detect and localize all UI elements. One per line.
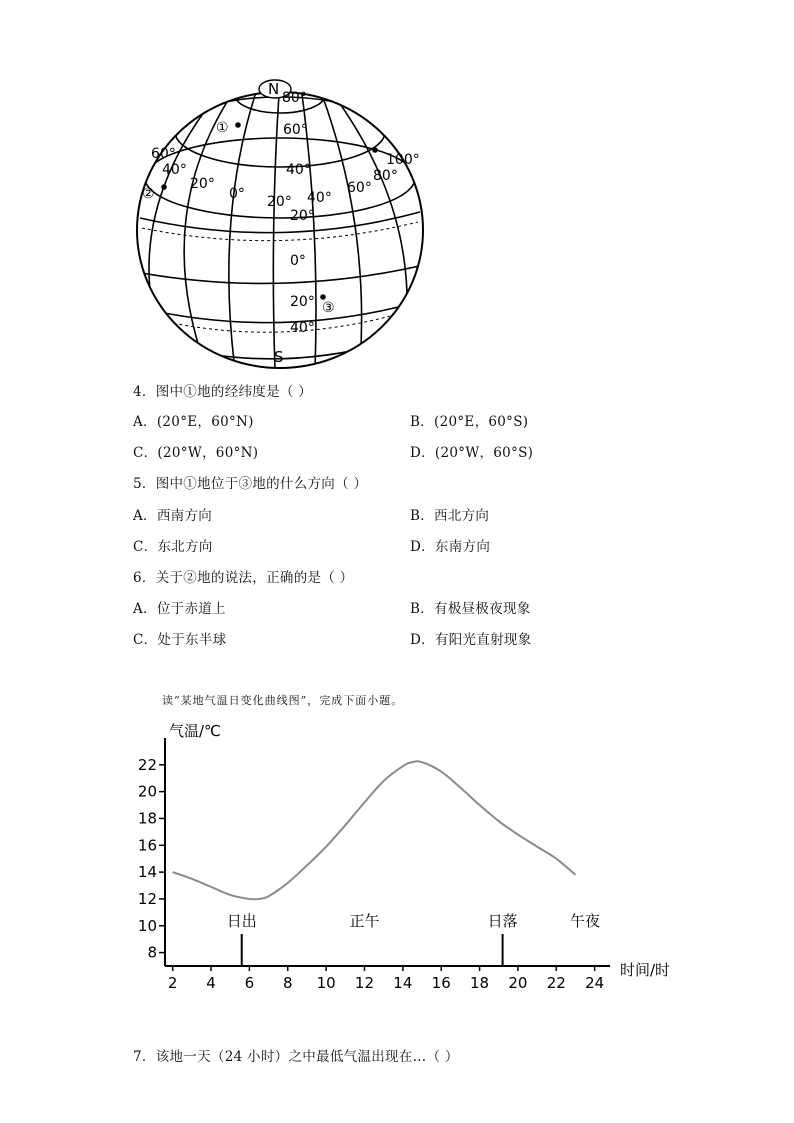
y-tick-label: 20	[137, 782, 157, 801]
x-axis-label: 时间/时	[620, 961, 671, 979]
q6-option-a[interactable]: A．位于赤道上	[133, 601, 226, 617]
q4-option-c[interactable]: C．(20°W，60°N)	[133, 445, 259, 461]
x-tick-label: 22	[546, 974, 566, 992]
lat-60-label: 60°	[283, 122, 308, 138]
temperature-line	[173, 761, 576, 899]
q6-option-d[interactable]: D．有阳光直射现象	[410, 632, 532, 648]
lon-20w-label: 20°	[190, 176, 215, 192]
q4-option-d[interactable]: D．(20°W，60°S)	[410, 445, 534, 461]
q6-option-c[interactable]: C．处于东半球	[133, 632, 227, 648]
lon-0-label: 0°	[229, 186, 245, 202]
lat-80-label: 80°	[282, 90, 307, 106]
question-5-stem: 5．图中①地位于③地的什么方向（ ）	[133, 476, 368, 492]
y-tick-label: 16	[137, 836, 157, 855]
x-tick-label: 10	[316, 974, 336, 992]
lon-40e-label: 40°	[307, 190, 332, 206]
point-1-label: ①	[216, 120, 229, 136]
south-label: S	[274, 348, 284, 366]
q5-option-a[interactable]: A．西南方向	[133, 508, 213, 524]
marker-label: 日落	[487, 912, 518, 930]
lon-60e-label: 60°	[347, 180, 372, 196]
lat-20s-label: 20°	[290, 294, 315, 310]
lon-40w-label: 40°	[162, 162, 187, 178]
north-label: N	[268, 80, 280, 98]
q4-option-a[interactable]: A．(20°E，60°N)	[133, 414, 254, 430]
lat-40-label: 40°	[286, 162, 311, 178]
y-tick-label: 10	[137, 916, 157, 935]
lon-20e-label: 20°	[267, 194, 292, 210]
chart-intro: 读“某地气温日变化曲线图”，完成下面小题。	[162, 694, 404, 707]
q5-option-d[interactable]: D．东南方向	[410, 539, 491, 555]
q5-option-b[interactable]: B．西北方向	[410, 508, 490, 524]
x-tick-label: 20	[508, 974, 528, 992]
point-2-label: ②	[142, 186, 155, 202]
y-tick-label: 22	[137, 755, 157, 774]
lon-80e-label: 80°	[373, 168, 398, 184]
x-tick-label: 2	[167, 974, 178, 992]
x-tick-label: 12	[354, 974, 375, 992]
y-tick-label: 12	[137, 889, 157, 908]
x-tick-label: 14	[393, 974, 413, 992]
lat-20n-label: 20°	[290, 208, 315, 224]
point-3-label: ③	[322, 300, 335, 316]
globe-outline	[137, 92, 423, 368]
marker-label: 午夜	[570, 912, 601, 930]
temperature-chart	[130, 718, 690, 998]
globe-figure	[120, 60, 440, 370]
lat-40s-label: 40°	[290, 320, 315, 336]
x-tick-label: 16	[431, 974, 451, 992]
lon-60w-label: 60°	[151, 146, 176, 162]
x-tick-label: 18	[470, 974, 490, 992]
x-tick-label: 24	[585, 974, 605, 992]
question-7-stem: 7．该地一天（24 小时）之中最低气温出现在…（ ）	[133, 1049, 459, 1065]
y-tick-label: 14	[137, 863, 157, 882]
equator-label: 0°	[290, 253, 306, 269]
question-4-stem: 4．图中①地的经纬度是（ ）	[133, 384, 313, 400]
x-tick-label: 8	[282, 974, 293, 992]
question-6-stem: 6．关于②地的说法，正确的是（ ）	[133, 570, 354, 586]
x-tick-label: 6	[244, 974, 255, 992]
y-tick-label: 8	[147, 943, 157, 962]
marker-label: 日出	[226, 912, 257, 930]
q4-option-b[interactable]: B．(20°E，60°S)	[410, 414, 529, 430]
y-axis-label: 气温/℃	[169, 722, 221, 740]
x-tick-label: 4	[206, 974, 216, 992]
marker-label: 正午	[349, 912, 380, 930]
y-tick-label: 18	[137, 809, 157, 828]
q6-option-b[interactable]: B．有极昼极夜现象	[410, 601, 531, 617]
q5-option-c[interactable]: C．东北方向	[133, 539, 213, 555]
lon-100e-label: 100°	[386, 152, 420, 168]
